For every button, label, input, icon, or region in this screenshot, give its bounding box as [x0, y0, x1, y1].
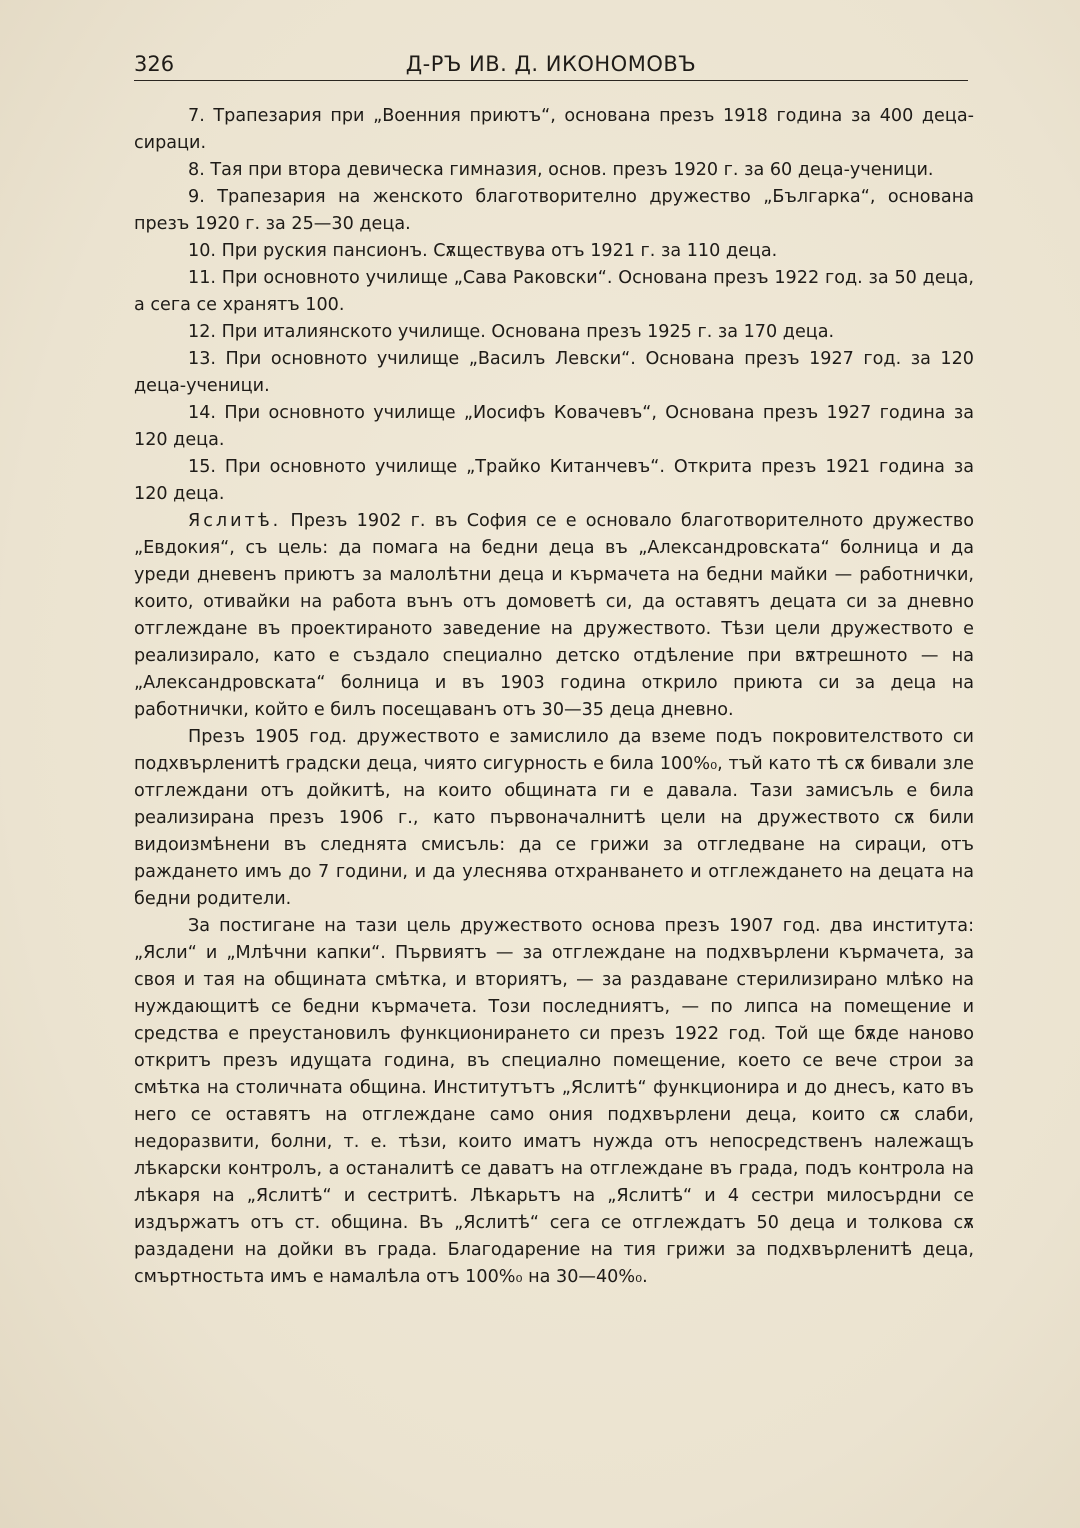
list-item: 7. Трапезария при „Военния приютъ“, основана презъ 1918 година за 400 деца-сираци. [134, 106, 974, 153]
page-header [134, 50, 968, 81]
paragraph-text: Презъ 1902 г. въ София се е основало благотворителното дружество „Евдокия“, съ цель: да помага на бедни деца въ „Александровската“ болница и да уреди дневенъ приютъ за малолѣтни деца и кърмачета на бедни майки — работнички, които, отивайки на работа вънъ отъ домоветѣ си, да оставятъ децата си за дневно отглеждане въ проектираното заведение на дружеството. Тѣзи цели дружеството е реализирало, като е създало специално детско отдѣление при вѫтрешното — на „Александровската“ болница и въ 1903 година открило приюта си за деца на работнички, който е билъ посещаванъ отъ 30—35 деца дневно. [134, 511, 974, 720]
list-item: 14. При основното училище „Иосифъ Ковачевъ“, Основана презъ 1927 година за 120 деца. [134, 403, 974, 450]
list-item: 15. При основното училище „Трайко Китанчевъ“. Открита презъ 1921 година за 120 деца. [134, 457, 974, 504]
page-number: 326 [134, 52, 175, 76]
list-item: 11. При основното училище „Сава Раковски“. Основана презъ 1922 год. за 50 деца, а сега се хранятъ 100. [134, 268, 974, 315]
paragraph-yaslite [134, 508, 974, 724]
list-item: 12. При италиянското училище. Основана презъ 1925 г. за 170 деца. [188, 322, 835, 342]
list-item: 9. Трапезария на женското благотворително дружество „Българка“, основана презъ 1920 г. за 25—30 деца. [134, 187, 974, 234]
running-head: Д-РЪ ИВ. Д. ИКОНОМОВЪ [405, 52, 697, 76]
section-heading: Яслитѣ. [188, 511, 282, 531]
list-item: 8. Тая при втора девическа гимназия, основ. презъ 1920 г. за 60 деца-ученици. [188, 160, 934, 180]
paragraph: Презъ 1905 год. дружеството е замислило да вземе подъ покровителството си подхвърленитѣ градски деца, чиято сигурность е била 100%₀, тъй като тѣ сѫ бивали зле отглеждани отъ дойкитѣ, на които общината ги е давала. Тази замисъль е била реализирана презъ 1906 г., като първоначалнитѣ цели на дружеството сѫ били видоизмѣнени въ следнята смисъль: да се грижи за отгледване на сираци, отъ раждането имъ до 7 години, и да улеснява отхранването и отглеждането на децата на бедни родители. [134, 727, 974, 909]
paragraph: За постигане на тази цель дружеството основа презъ 1907 год. два института: „Ясли“ и „Млѣчни капки“. Първиятъ — за отглеждане на подхвърлени кърмачета, за своя и тая на общината смѣтка, и вториятъ, — за раздаване стерилизирано млѣко на нуждающитѣ се бедни кърмачета. Този последниятъ, — по липса на помещение и средства е преустановилъ функционирането си презъ 1922 год. Той ще бѫде наново откритъ презъ идущата година, въ специално помещение, което се вече строи за смѣтка на столичната община. Институтътъ „Яслитѣ“ функционира и до днесъ, като въ него се оставятъ на отглеждане само ония подхвърлени деца, които сѫ слаби, недоразвити, болни, т. е. тѣзи, които иматъ нужда отъ непосредственъ належащъ лѣкарски контролъ, а останалитѣ се даватъ на отглеждане въ града, подъ контрола на лѣкаря на „Яслитѣ“ и сестритѣ. Лѣкарьтъ на „Яслитѣ“ и 4 сестри милосърдни се издържатъ отъ ст. община. Въ „Яслитѣ“ сега се отглеждатъ 50 деца и толкова сѫ раздадени на дойки въ града. Благодарение на тия грижи за подхвърленитѣ деца, смъртностьта имъ е намалѣла отъ 100%₀ на 30—40%₀. [134, 916, 974, 1287]
page-body [134, 103, 974, 1291]
list-item: 10. При руския пансионъ. Сѫществува отъ 1921 г. за 110 деца. [188, 241, 778, 261]
list-item: 13. При основното училище „Василъ Левски“. Основана презъ 1927 год. за 120 деца-ученици. [134, 349, 974, 396]
